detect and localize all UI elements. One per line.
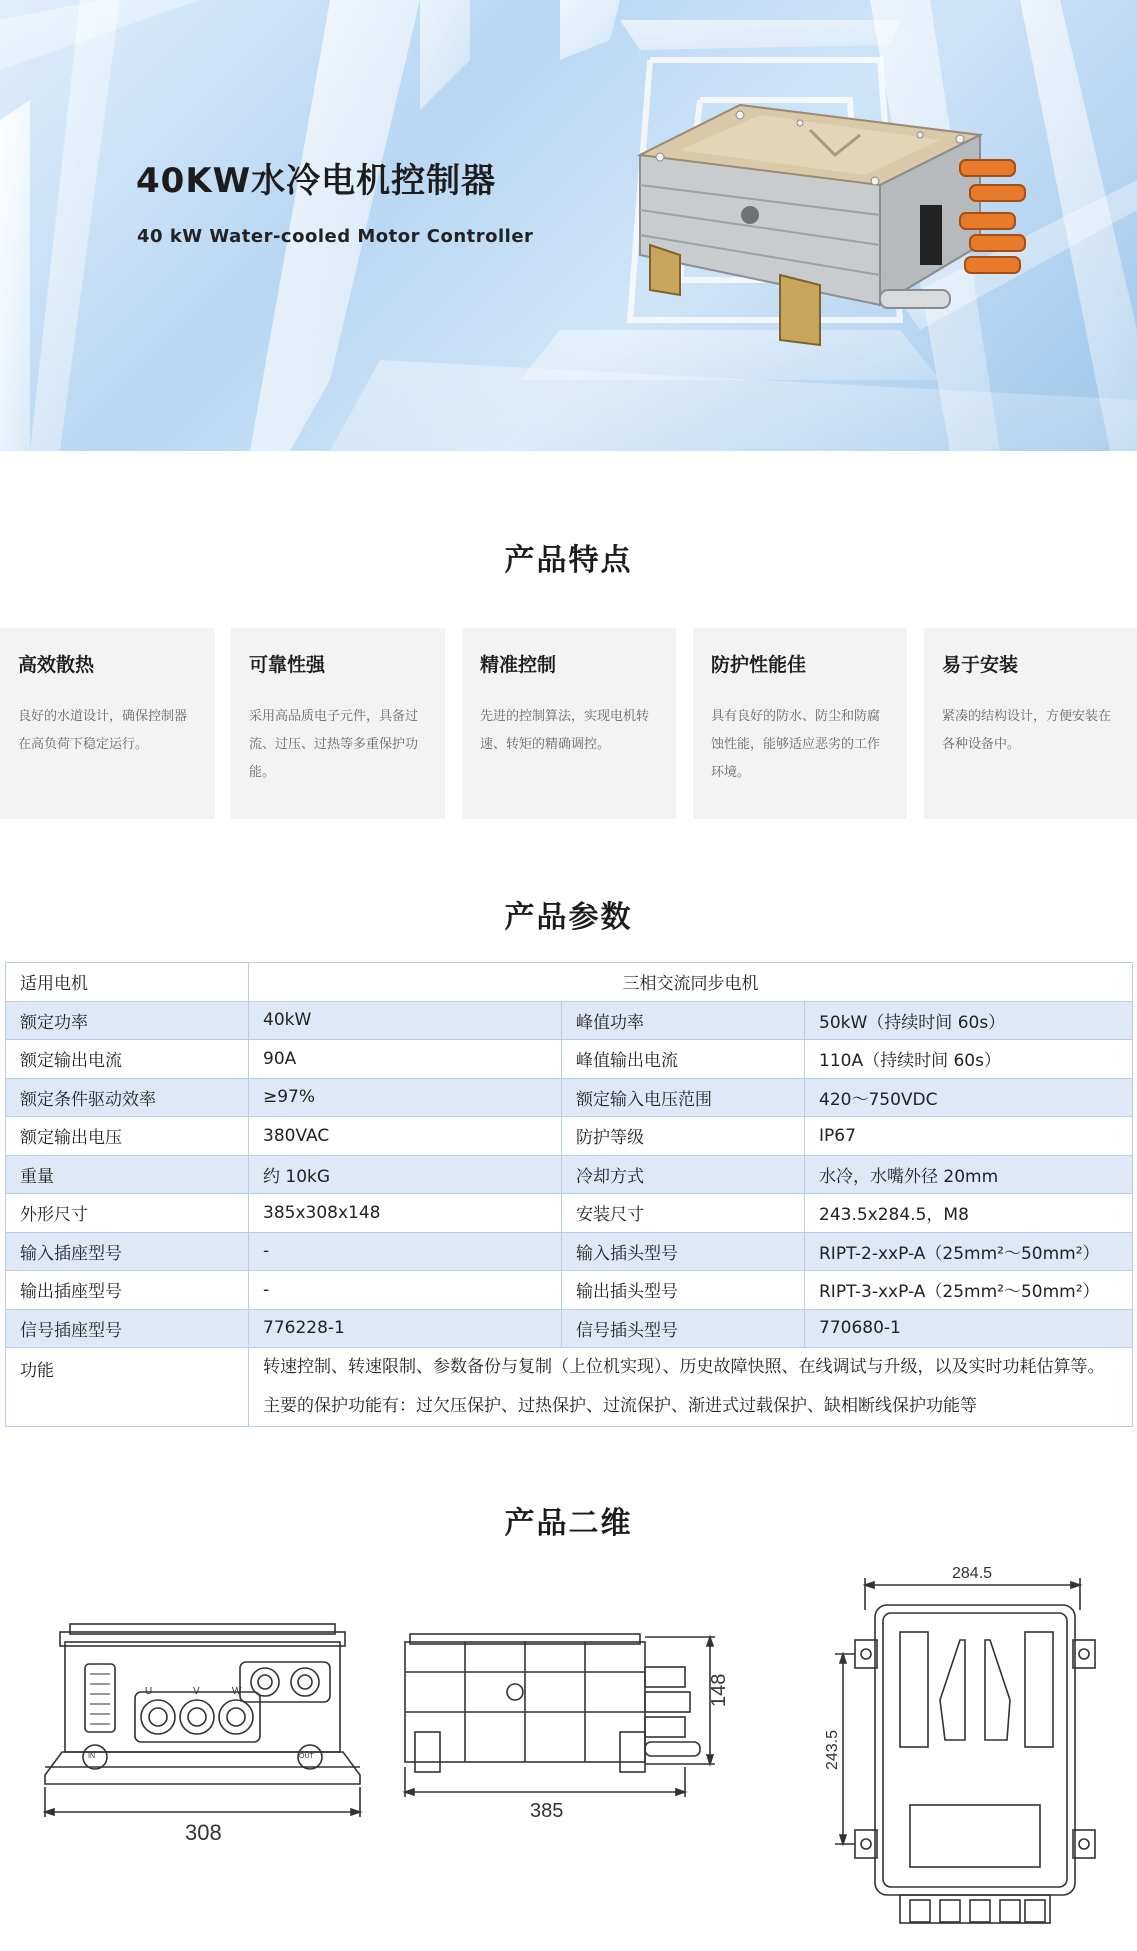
feature-desc: 良好的水道设计，确保控制器在高负荷下稳定运行。 [18, 709, 188, 752]
param-value: 三相交流同步电机 [249, 963, 1133, 1002]
param-label: 额定输出电压 [6, 1117, 249, 1156]
table-row [6, 1040, 1133, 1079]
in-label: IN [88, 1753, 95, 1760]
param-label: 输入插头型号 [562, 1232, 805, 1271]
top-width-dimension: 284.5 [952, 1565, 993, 1582]
feature-title: 精准控制 [480, 654, 557, 676]
param-value: - [249, 1232, 562, 1271]
feature-title: 易于安装 [942, 654, 1019, 676]
param-label: 峰值输出电流 [562, 1040, 805, 1079]
drawings-area [0, 1560, 1137, 1951]
table-row [6, 1232, 1133, 1271]
feature-card [462, 628, 676, 819]
param-label: 安装尺寸 [562, 1194, 805, 1233]
param-label: 信号插座型号 [6, 1309, 249, 1348]
param-label: 重量 [6, 1155, 249, 1194]
feature-card [924, 628, 1137, 819]
drawings-title: 产品二维 [504, 1506, 633, 1541]
param-value: ≥97% [249, 1078, 562, 1117]
table-row [6, 1194, 1133, 1233]
top-length-dimension: 243.5 [824, 1729, 841, 1770]
param-label: 额定功率 [6, 1001, 249, 1040]
param-label: 外形尺寸 [6, 1194, 249, 1233]
feature-title: 防护性能佳 [711, 654, 807, 676]
param-value: IP67 [805, 1117, 1133, 1156]
hero-banner [0, 0, 1137, 451]
param-label: 峰值功率 [562, 1001, 805, 1040]
param-value: RIPT-2-xxP-A（25mm²～50mm²） [805, 1232, 1133, 1271]
param-label: 防护等级 [562, 1117, 805, 1156]
feature-desc: 先进的控制算法，实现电机转速、转矩的精确调控。 [480, 709, 650, 752]
params-title: 产品参数 [504, 900, 633, 935]
param-value: 水冷，水嘴外径 20mm [805, 1155, 1133, 1194]
param-value: 约 10kG [249, 1155, 562, 1194]
hero-title: 40KW水冷电机控制器 [136, 161, 497, 201]
feature-title: 高效散热 [18, 654, 95, 676]
feature-title: 可靠性强 [249, 654, 326, 676]
table-row [6, 1078, 1133, 1117]
param-label: 适用电机 [6, 963, 249, 1002]
feature-desc: 采用高品质电子元件，具备过流、过压、过热等多重保护功能。 [249, 709, 419, 780]
param-value: 转速控制、转速限制、参数备份与复制（上位机实现）、历史故障快照、在线调试与升级，以及实时功耗估算等。主要的保护功能有：过欠压保护、过热保护、过流保护、渐进式过载保护、缺相断线保护功能等 [249, 1348, 1133, 1427]
phase-w-label: W [232, 1686, 242, 1697]
param-value: - [249, 1271, 562, 1310]
param-value: 770680-1 [805, 1309, 1133, 1348]
hero-subtitle: 40 kW Water-cooled Motor Controller [137, 226, 534, 247]
table-row [6, 1309, 1133, 1348]
param-value: RIPT-3-xxP-A（25mm²～50mm²） [805, 1271, 1133, 1310]
table-row [6, 1117, 1133, 1156]
table-row [6, 1348, 1133, 1427]
param-value: 380VAC [249, 1117, 562, 1156]
param-value: 385x308x148 [249, 1194, 562, 1233]
param-label: 冷却方式 [562, 1155, 805, 1194]
param-value: 40kW [249, 1001, 562, 1040]
param-value: 90A [249, 1040, 562, 1079]
param-label: 信号插头型号 [562, 1309, 805, 1348]
param-value: 110A（持续时间 60s） [805, 1040, 1133, 1079]
param-value: 50kW（持续时间 60s） [805, 1001, 1133, 1040]
table-row [6, 1155, 1133, 1194]
param-value: 776228-1 [249, 1309, 562, 1348]
feature-desc: 紧凑的结构设计，方便安装在各种设备中。 [942, 709, 1112, 752]
features-list [0, 628, 1137, 819]
out-label: OUT [299, 1753, 314, 1760]
param-label: 输出插头型号 [562, 1271, 805, 1310]
param-label: 功能 [6, 1348, 249, 1427]
table-row [6, 1001, 1133, 1040]
table-row [6, 963, 1133, 1002]
param-label: 额定输入电压范围 [562, 1078, 805, 1117]
param-label: 额定条件驱动效率 [6, 1078, 249, 1117]
front-view-drawing [40, 1612, 370, 1872]
param-label: 输入插座型号 [6, 1232, 249, 1271]
top-view-drawing [815, 1560, 1115, 1951]
feature-desc: 具有良好的防水、防尘和防腐蚀性能，能够适应恶劣的工作环境。 [711, 709, 881, 780]
feature-card [693, 628, 907, 819]
side-height-dimension: 148 [708, 1673, 730, 1707]
features-title: 产品特点 [504, 543, 633, 578]
phase-v-label: V [193, 1686, 200, 1697]
feature-card [0, 628, 215, 819]
param-value: 420～750VDC [805, 1078, 1133, 1117]
side-view-drawing [395, 1612, 805, 1872]
param-value: 243.5x284.5，M8 [805, 1194, 1133, 1233]
param-label: 额定输出电流 [6, 1040, 249, 1079]
params-table [5, 962, 1133, 1427]
side-length-dimension: 385 [530, 1800, 564, 1822]
param-label: 输出插座型号 [6, 1271, 249, 1310]
front-width-dimension: 308 [185, 1820, 222, 1845]
table-row [6, 1271, 1133, 1310]
phase-u-label: U [145, 1686, 153, 1697]
feature-card [231, 628, 445, 819]
product-image [620, 95, 1050, 365]
